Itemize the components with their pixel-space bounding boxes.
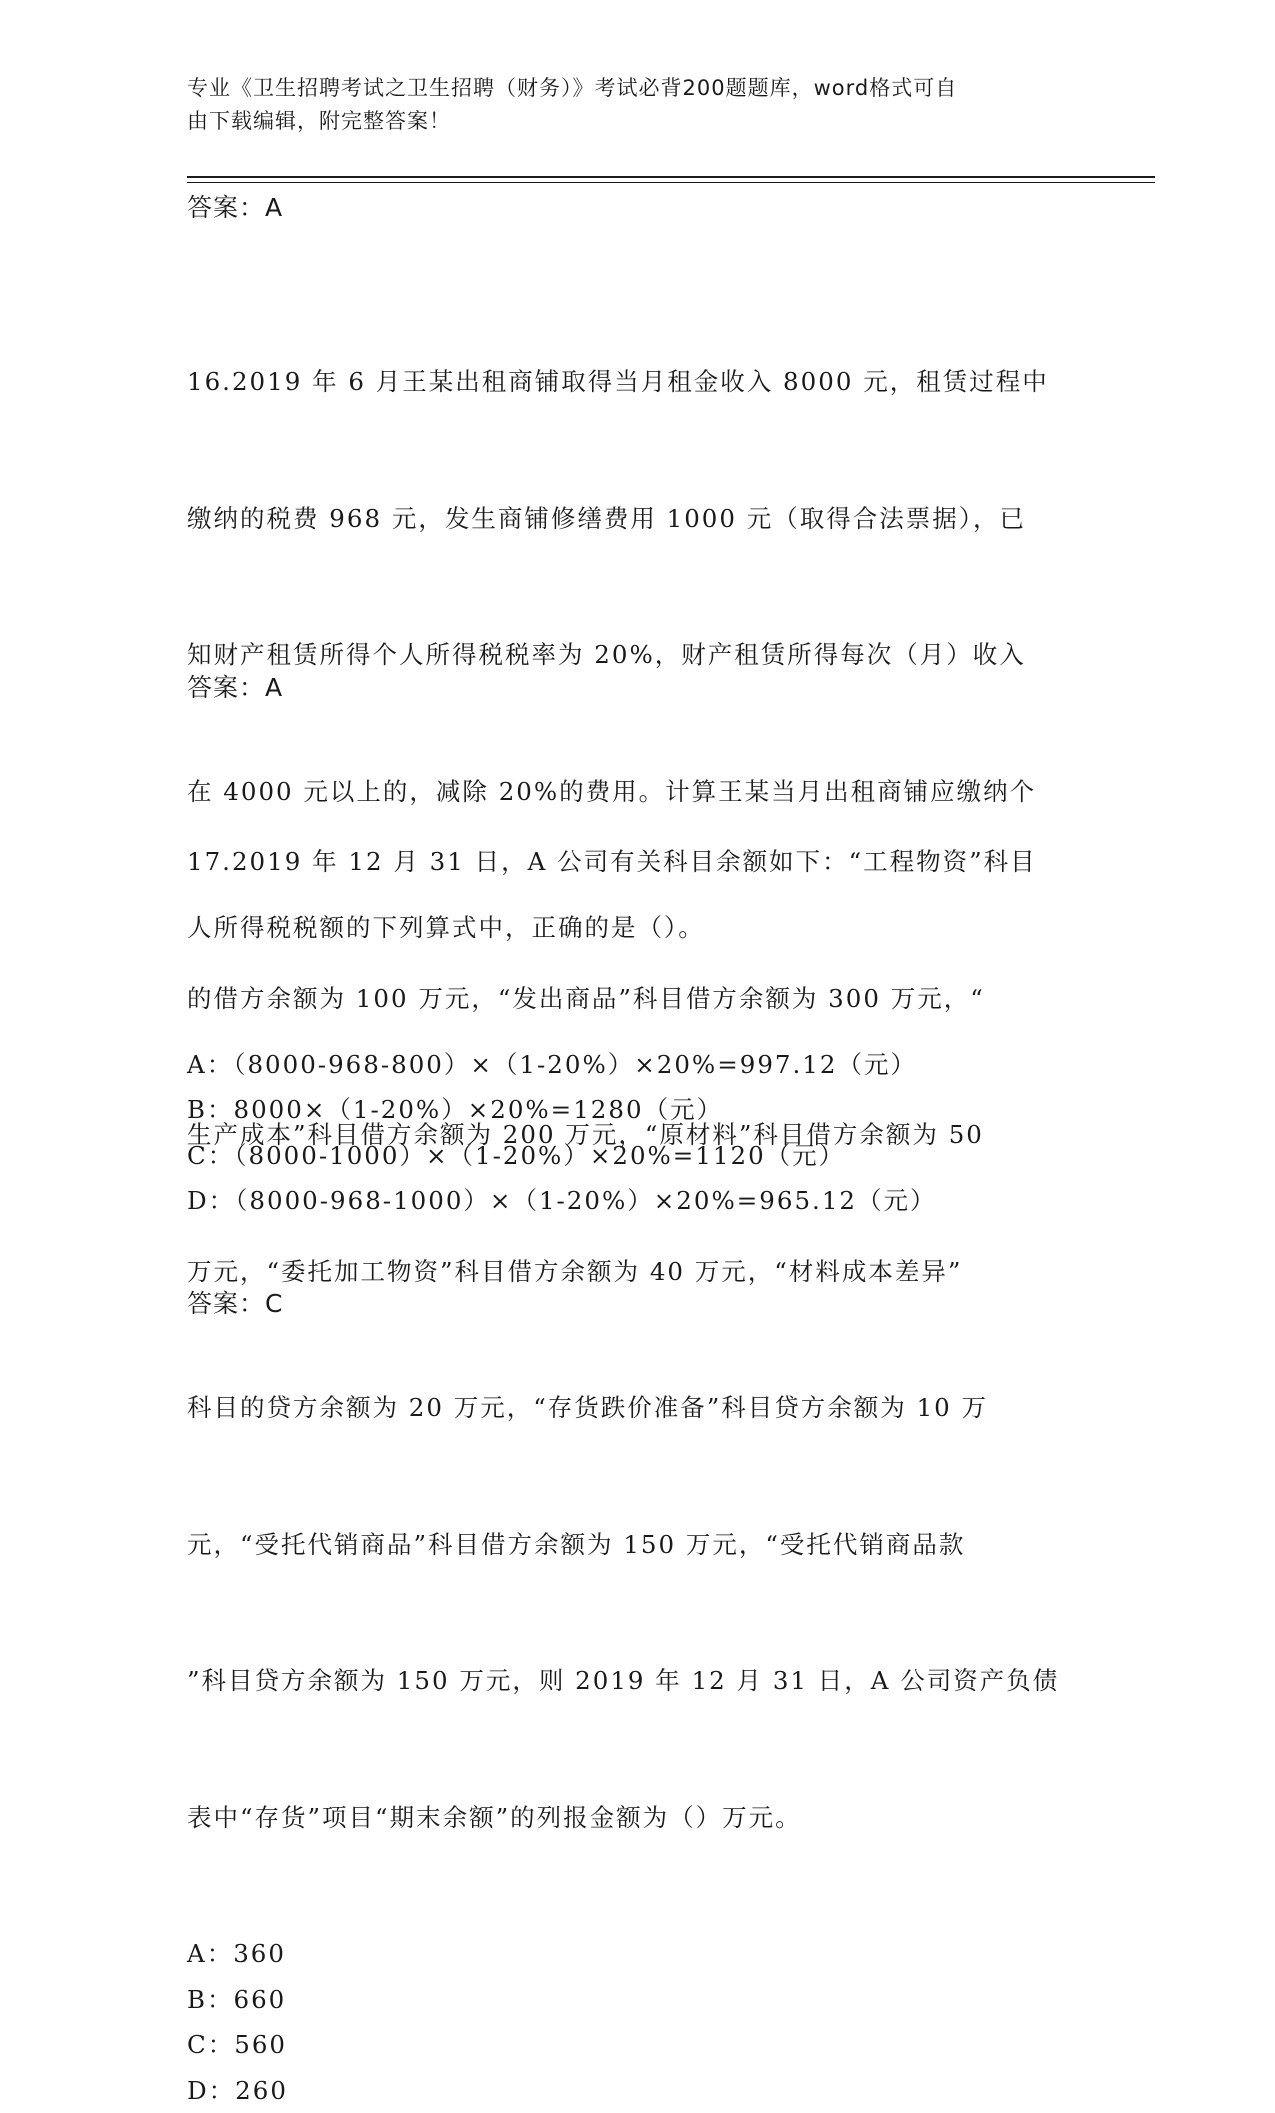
option-b: B：660 — [187, 1977, 1087, 2023]
stem-line: 17.2019 年 12 月 31 日，A 公司有关科目余额如下：“工程物资”科目 — [187, 839, 1087, 885]
header-line: 专业《卫生招聘考试之卫生招聘（财务）》考试必背200题题库，word格式可自 — [187, 72, 1077, 105]
option-c: C：（8000-1000）×（1-20%）×20%=1120（元） — [187, 1133, 1087, 1179]
option-c: C：560 — [187, 2022, 1087, 2068]
answer-17: 答案：C — [187, 1284, 283, 1320]
stem-line: 知财产租赁所得个人所得税税率为 20%，财产租赁所得每次（月）收入 — [187, 632, 1087, 678]
stem-line: 16.2019 年 6 月王某出租商铺取得当月租金收入 8000 元，租赁过程中 — [187, 359, 1087, 405]
answer-16: 答案：A — [187, 668, 283, 704]
option-d: D：260 — [187, 2068, 1087, 2113]
option-b: B：8000×（1-20%）×20%=1280（元） — [187, 1087, 1087, 1133]
question-stem — [187, 748, 1087, 1931]
option-d: D：（8000-968-1000）×（1-20%）×20%=965.12（元） — [187, 1178, 1087, 1224]
option-a: A：（8000-968-800）×（1-20%）×20%=997.12（元） — [187, 1042, 1087, 1088]
previous-answer: 答案：A — [187, 188, 283, 224]
stem-line: 在 4000 元以上的，减除 20%的费用。计算王某当月出租商铺应缴纳个 — [187, 769, 1087, 815]
header-divider-thin — [187, 182, 1155, 183]
stem-line: ”科目贷方余额为 150 万元，则 2019 年 12 月 31 日，A 公司资产负债 — [187, 1658, 1087, 1704]
header-divider-thick — [187, 176, 1155, 178]
stem-line: 元，“受托代销商品”科目借方余额为 150 万元，“受托代销商品款 — [187, 1522, 1087, 1568]
stem-line: 万元，“委托加工物资”科目借方余额为 40 万元，“材料成本差异” — [187, 1249, 1087, 1295]
stem-line: 生产成本”科目借方余额为 200 万元，“原材料”科目借方余额为 50 — [187, 1112, 1087, 1158]
stem-line: 的借方余额为 100 万元，“发出商品”科目借方余额为 300 万元，“ — [187, 976, 1087, 1022]
question-17 — [187, 748, 1087, 2113]
document-header — [187, 72, 1077, 138]
stem-line: 缴纳的税费 968 元，发生商铺修缮费用 1000 元（取得合法票据），已 — [187, 496, 1087, 542]
option-a: A：360 — [187, 1931, 1087, 1977]
header-line: 由下载编辑，附完整答案！ — [187, 105, 1077, 138]
stem-line: 表中“存货”项目“期末余额”的列报金额为（）万元。 — [187, 1795, 1087, 1841]
stem-line: 科目的贷方余额为 20 万元，“存货跌价准备”科目贷方余额为 10 万 — [187, 1385, 1087, 1431]
stem-line: 人所得税税额的下列算式中，正确的是（）。 — [187, 905, 1087, 951]
